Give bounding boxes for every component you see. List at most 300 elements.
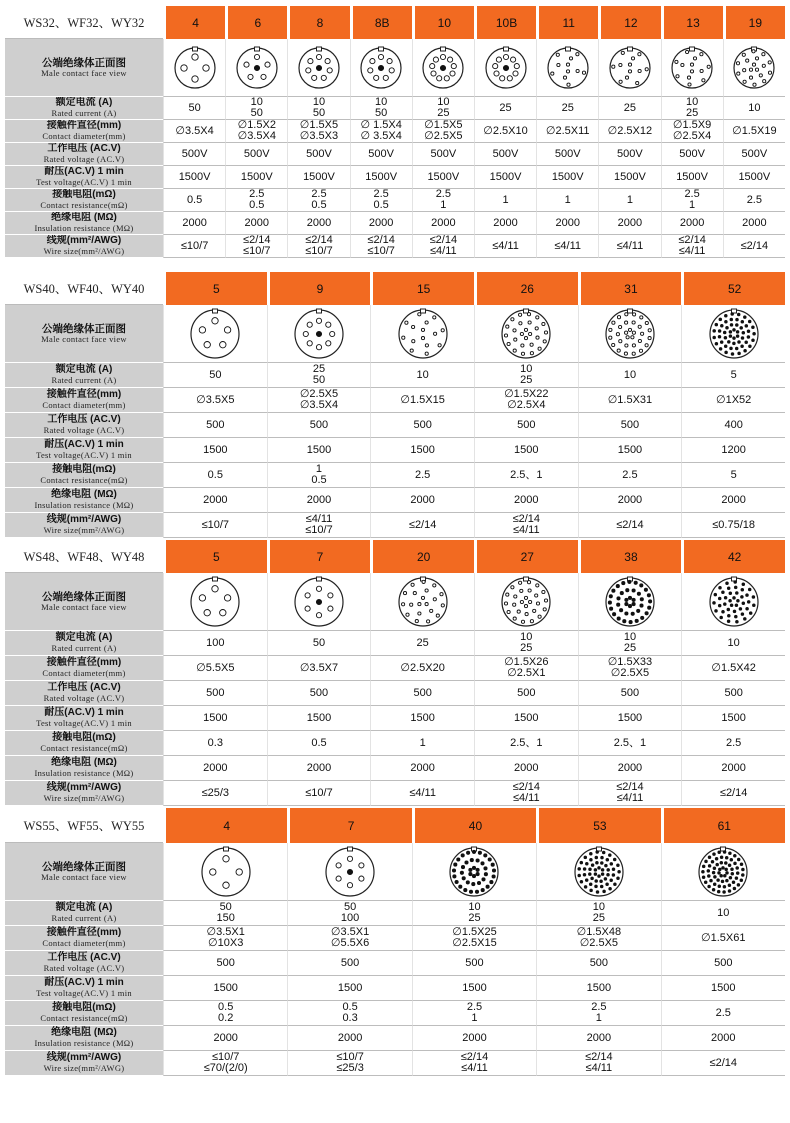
wire-value [287, 235, 349, 258]
value-line: 500V [679, 147, 705, 160]
value-line: 0.3 [342, 1012, 358, 1024]
row-label-insulation [5, 212, 163, 235]
value-line: 2000 [410, 493, 435, 506]
diameter-value [474, 120, 536, 143]
voltage-value [681, 681, 785, 706]
value-line: 500 [589, 956, 609, 969]
pin-count-header: 19 [723, 6, 785, 39]
connector-face-icon [189, 308, 241, 360]
value-line: 50 [219, 901, 232, 913]
row-label-current [5, 97, 163, 120]
value-line: ≤4/11 [585, 1062, 613, 1074]
connector-face-icon [448, 846, 500, 898]
resistance-value [474, 731, 578, 756]
contact-face-diagram [412, 39, 474, 97]
value-line: 2000 [368, 216, 394, 229]
insulation-value [412, 1026, 536, 1051]
value-line: 10 [312, 97, 326, 108]
test-value [287, 166, 349, 189]
voltage-value [578, 681, 682, 706]
connector-face-icon [324, 846, 376, 898]
resistance-value [474, 189, 536, 212]
value-line: ∅2.5X5 [610, 667, 650, 679]
wire-value [536, 235, 598, 258]
value-line: ≤2/14 [408, 518, 437, 531]
wire-value [681, 781, 785, 806]
wire-value [370, 513, 474, 538]
value-line: ∅5.5X5 [196, 661, 235, 674]
voltage-value [225, 143, 287, 166]
contact-face-diagram [267, 573, 371, 631]
value-line: ≤2/14 [719, 786, 748, 799]
label-en: Rated current (A) [51, 642, 117, 653]
diameter-value [287, 120, 349, 143]
row-label-diameter [5, 926, 163, 951]
value-line: ∅3.5X1 [330, 926, 370, 938]
value-line: 2.5、1 [510, 736, 543, 749]
value-line: 10 [416, 368, 429, 381]
value-line: ∅2.5X5 [424, 130, 463, 142]
pin-count-header: 42 [681, 540, 785, 573]
row-label-face [5, 573, 163, 631]
row-label-diameter [5, 120, 163, 143]
current-value [225, 97, 287, 120]
current-value [661, 97, 723, 120]
current-value [681, 631, 785, 656]
label-cn: 线规(mm²/AWG) [46, 514, 122, 526]
label-cn: 耐压(AC.V) 1 min [44, 977, 124, 989]
diameter-value [661, 926, 785, 951]
label-cn: 接触电阻(mΩ) [52, 1002, 116, 1014]
resistance-value [681, 463, 785, 488]
value-line: 500V [741, 147, 768, 160]
row-label-current [5, 901, 163, 926]
value-line: ∅1.5X15 [400, 393, 445, 406]
value-line: 10 [468, 901, 481, 913]
test-value [412, 166, 474, 189]
row-label-test [5, 976, 163, 1001]
current-value [661, 901, 785, 926]
connector-face-icon [608, 46, 652, 90]
resistance-value [287, 1001, 411, 1026]
pin-count-header: 53 [536, 808, 660, 843]
contact-face-diagram [536, 843, 660, 901]
connector-face-icon [397, 308, 449, 360]
value-line: 2000 [213, 1031, 238, 1044]
pin-count-header: 5 [163, 540, 267, 573]
value-line: 1500 [721, 711, 746, 724]
row-label-voltage [5, 951, 163, 976]
label-cn: 绝缘电阻 (MΩ) [51, 757, 117, 769]
current-value [412, 901, 536, 926]
value-line: ≤2/14 [243, 235, 271, 246]
value-line: 2000 [586, 1031, 612, 1044]
value-line: 25 [592, 912, 605, 924]
value-line: 2.5 [249, 189, 265, 200]
insulation-value [723, 212, 785, 235]
resistance-value [474, 463, 578, 488]
diameter-value [412, 926, 536, 951]
value-line: 1 [564, 193, 571, 206]
value-line: 150 [216, 912, 235, 924]
label-cn: 工作电压 (AC.V) [47, 682, 121, 694]
label-en: Test voltage(AC.V) 1 min [36, 717, 132, 728]
value-line: 10 [375, 97, 388, 108]
value-line: 0.5 [373, 199, 389, 211]
test-value [287, 976, 411, 1001]
current-value [474, 363, 578, 388]
value-line: 2.5 [622, 468, 638, 481]
value-line: 2.5 [715, 1006, 731, 1019]
value-line: 2000 [182, 216, 207, 229]
value-line: 2000 [431, 216, 456, 229]
value-line: 1 [689, 199, 696, 211]
label-cn: 接触件直径(mm) [46, 927, 122, 939]
connector-face-icon [500, 308, 552, 360]
value-line: ≤2/14 [585, 1051, 613, 1063]
insulation-value [661, 1026, 785, 1051]
value-line: ≤2/14 [512, 513, 541, 525]
contact-face-diagram [412, 843, 536, 901]
value-line: 1500 [337, 981, 363, 994]
diameter-value [163, 656, 267, 681]
row-label-face [5, 39, 163, 97]
value-line: 1500 [203, 711, 228, 724]
voltage-value [267, 413, 371, 438]
connector-face-icon [235, 46, 279, 90]
label-en: Test voltage(AC.V) 1 min [36, 987, 132, 998]
value-line: 2.5 [466, 1001, 483, 1013]
connector-face-icon [708, 308, 760, 360]
pin-count-header: 8 [287, 6, 349, 39]
value-line: 500 [517, 686, 536, 699]
value-line: ∅2.5X10 [483, 124, 528, 137]
insulation-value [661, 212, 723, 235]
value-line: ∅1.5X33 [607, 656, 653, 668]
wire-value [163, 1051, 287, 1076]
label-cn: 接触件直径(mm) [46, 120, 122, 132]
value-line: 50 [188, 101, 201, 114]
current-value [536, 97, 598, 120]
label-en: Male contact face view [41, 871, 127, 882]
value-line: ≤4/11 [512, 792, 540, 804]
value-line: 2.5 [746, 193, 762, 206]
value-line: 0.5 [207, 468, 223, 481]
value-line: ≤4/11 [461, 1062, 488, 1074]
value-line: 1500 [213, 981, 238, 994]
value-line: ∅1.5X5 [299, 120, 339, 131]
current-value [370, 631, 474, 656]
value-line: 1500V [427, 170, 460, 183]
value-line: 2000 [711, 1031, 736, 1044]
current-value [287, 901, 411, 926]
resistance-value [163, 731, 267, 756]
connector-face-icon [604, 308, 656, 360]
label-en: Rated voltage (AC.V) [43, 692, 125, 703]
resistance-value [163, 463, 267, 488]
contact-face-diagram [661, 39, 723, 97]
value-line: ∅3.5X3 [299, 130, 339, 142]
value-line: 1500 [306, 711, 332, 724]
value-line: ∅2.5X15 [452, 937, 497, 949]
voltage-value [163, 143, 225, 166]
contact-face-diagram [287, 843, 411, 901]
label-en: Wire size(mm²/AWG) [43, 1062, 125, 1073]
row-label-test [5, 706, 163, 731]
resistance-value [578, 731, 682, 756]
row-label-resistance [5, 463, 163, 488]
current-value [598, 97, 660, 120]
value-line: ∅1X52 [716, 393, 752, 406]
contact-face-diagram [287, 39, 349, 97]
insulation-value [163, 1026, 287, 1051]
value-line: 1 [419, 736, 426, 749]
value-line: 25 [312, 363, 326, 375]
diameter-value [370, 656, 474, 681]
wire-value [536, 1051, 660, 1076]
wire-value [474, 513, 578, 538]
value-line: 500V [368, 147, 394, 160]
insulation-value [163, 488, 267, 513]
resistance-value [267, 731, 371, 756]
value-line: ≤4/11 [430, 245, 457, 257]
value-line: 25 [520, 642, 533, 654]
value-line: 1500 [617, 443, 643, 456]
label-cn: 接触电阻(mΩ) [52, 189, 116, 201]
value-line: 500 [206, 686, 225, 699]
label-cn: 耐压(AC.V) 1 min [44, 166, 124, 178]
value-line: 500V [243, 147, 270, 160]
value-line: 1500 [410, 711, 435, 724]
label-en: Test voltage(AC.V) 1 min [36, 176, 132, 187]
insulation-value [287, 212, 349, 235]
value-line: 500V [617, 147, 643, 160]
label-en: Rated voltage (AC.V) [43, 962, 125, 973]
value-line: ∅2.5X4 [507, 399, 546, 411]
current-value [578, 363, 682, 388]
wire-value [412, 235, 474, 258]
connector-face-icon [708, 576, 760, 628]
value-line: 50 [375, 107, 388, 119]
row-label-wire [5, 781, 163, 806]
value-line: 2000 [306, 493, 332, 506]
value-line: 500V [554, 147, 581, 160]
contact-face-diagram [578, 305, 682, 363]
value-line: 2000 [306, 216, 332, 229]
value-line: 1 [471, 1012, 478, 1024]
resistance-value [163, 189, 225, 212]
test-value [681, 706, 785, 731]
pin-count-header: 20 [370, 540, 474, 573]
test-value [723, 166, 785, 189]
value-line: ∅1.5X42 [711, 661, 756, 674]
contact-face-diagram [225, 39, 287, 97]
value-line: ≤4/11 [616, 792, 644, 804]
label-cn: 耐压(AC.V) 1 min [44, 707, 124, 719]
label-en: Rated current (A) [51, 107, 117, 118]
contact-face-diagram [474, 305, 578, 363]
test-value [163, 706, 267, 731]
value-line: 0.5 [311, 199, 327, 211]
test-value [661, 166, 723, 189]
value-line: 25 [623, 101, 637, 114]
label-cn: 绝缘电阻 (MΩ) [51, 489, 117, 501]
value-line: ∅1.5X48 [576, 926, 622, 938]
pin-count-header: 4 [163, 6, 225, 39]
voltage-value [163, 951, 287, 976]
label-cn: 额定电流 (A) [55, 97, 113, 109]
resistance-value [578, 463, 682, 488]
value-line: 1 [502, 193, 509, 206]
wire-value [287, 1051, 411, 1076]
value-line: ∅3.5X1 [206, 926, 245, 938]
diameter-value [681, 656, 785, 681]
value-line: 50 [250, 107, 263, 119]
value-line: 1500V [365, 170, 398, 183]
value-line: 25 [416, 636, 429, 649]
connector-face-icon [421, 46, 465, 90]
label-cn: 公端绝缘体正面图 [42, 590, 126, 603]
voltage-value [163, 413, 267, 438]
value-line: ≤2/14 [616, 781, 644, 793]
test-value [370, 706, 474, 731]
value-line: 1500 [711, 981, 736, 994]
current-value [350, 97, 412, 120]
label-en: Contact resistance(mΩ) [40, 474, 128, 485]
label-cn: 接触件直径(mm) [46, 389, 122, 401]
value-line: ∅ 1.5X4 [360, 120, 402, 131]
value-line: 500V [492, 147, 519, 160]
pin-count-header: 7 [287, 808, 411, 843]
voltage-value [370, 681, 474, 706]
row-label-voltage [5, 681, 163, 706]
value-line: 25 [561, 101, 574, 114]
contact-face-diagram [536, 39, 598, 97]
current-value [681, 363, 785, 388]
current-value [287, 97, 349, 120]
wire-value [661, 1051, 785, 1076]
wire-value [578, 513, 682, 538]
label-en: Rated current (A) [51, 374, 117, 385]
value-line: 10 [623, 368, 637, 381]
voltage-value [536, 143, 598, 166]
value-line: ∅3.5X7 [299, 661, 339, 674]
value-line: ∅1.5X19 [732, 124, 777, 137]
pin-count-header: 7 [267, 540, 371, 573]
test-value [163, 166, 225, 189]
value-line: 1500 [462, 981, 487, 994]
value-line: 500 [517, 418, 536, 431]
value-line: ∅1.5X2 [237, 120, 276, 131]
pin-count-header: 13 [661, 6, 723, 39]
value-line: ∅5.5X6 [330, 937, 370, 949]
value-line: 2000 [306, 761, 332, 774]
value-line: 100 [206, 636, 225, 649]
value-line: 500 [724, 686, 743, 699]
resistance-value [598, 189, 660, 212]
test-value [474, 438, 578, 463]
value-line: 1 [440, 199, 447, 211]
label-en: Male contact face view [41, 601, 127, 612]
row-label-insulation [5, 1026, 163, 1051]
row-label-resistance [5, 731, 163, 756]
diameter-value [578, 388, 682, 413]
value-line: 50 [312, 636, 326, 649]
value-line: 2.5 [414, 468, 431, 481]
wire-value [370, 781, 474, 806]
value-line: 500 [714, 956, 733, 969]
spec-table [5, 540, 785, 806]
value-line: ∅3.5X4 [237, 130, 276, 142]
value-line: 25 [623, 642, 637, 654]
connector-face-icon [359, 46, 403, 90]
value-line: ≤4/11 [678, 245, 706, 257]
label-cn: 额定电流 (A) [55, 902, 113, 914]
value-line: ∅1.5X31 [607, 393, 653, 406]
label-cn: 耐压(AC.V) 1 min [44, 439, 124, 451]
row-label-diameter [5, 656, 163, 681]
value-line: 1500 [617, 711, 643, 724]
value-line: ≤10/7 [336, 1051, 364, 1063]
value-line: 500 [465, 956, 484, 969]
resistance-value [723, 189, 785, 212]
value-line: ∅1.5X9 [672, 120, 712, 131]
value-line: 1500V [614, 170, 646, 183]
test-value [225, 166, 287, 189]
diameter-value [225, 120, 287, 143]
diameter-value [287, 926, 411, 951]
value-line: ≤2/14 [616, 518, 644, 531]
row-label-current [5, 631, 163, 656]
resistance-value [536, 189, 598, 212]
insulation-value [536, 1026, 660, 1051]
wire-value [578, 781, 682, 806]
pin-count-header: 5 [163, 272, 267, 305]
value-line: ≤10/7 [305, 786, 333, 799]
connector-face-icon [573, 846, 625, 898]
resistance-value [267, 463, 371, 488]
insulation-value [350, 212, 412, 235]
value-line: 2000 [617, 761, 643, 774]
value-line: 10 [437, 97, 450, 108]
current-value [474, 97, 536, 120]
value-line: ∅ 3.5X4 [360, 130, 402, 142]
label-en: Wire size(mm²/AWG) [43, 245, 125, 256]
contact-face-diagram [350, 39, 412, 97]
value-line: 5 [730, 468, 737, 481]
connector-face-icon [173, 46, 217, 90]
label-cn: 绝缘电阻 (MΩ) [51, 212, 117, 224]
pin-count-header: 6 [225, 6, 287, 39]
test-value [163, 976, 287, 1001]
test-value [661, 976, 785, 1001]
wire-value [163, 235, 225, 258]
row-label-wire [5, 235, 163, 258]
diameter-value [370, 388, 474, 413]
value-line: 400 [724, 418, 743, 431]
value-line: 1 [315, 463, 323, 475]
value-line: ≤2/14 [709, 1056, 737, 1069]
wire-value [267, 513, 371, 538]
insulation-value [474, 488, 578, 513]
insulation-value [681, 756, 785, 781]
insulation-value [536, 212, 598, 235]
connector-face-icon [500, 576, 552, 628]
row-label-current [5, 363, 163, 388]
value-line: 1500 [410, 443, 435, 456]
diameter-value [661, 120, 723, 143]
test-value [370, 438, 474, 463]
